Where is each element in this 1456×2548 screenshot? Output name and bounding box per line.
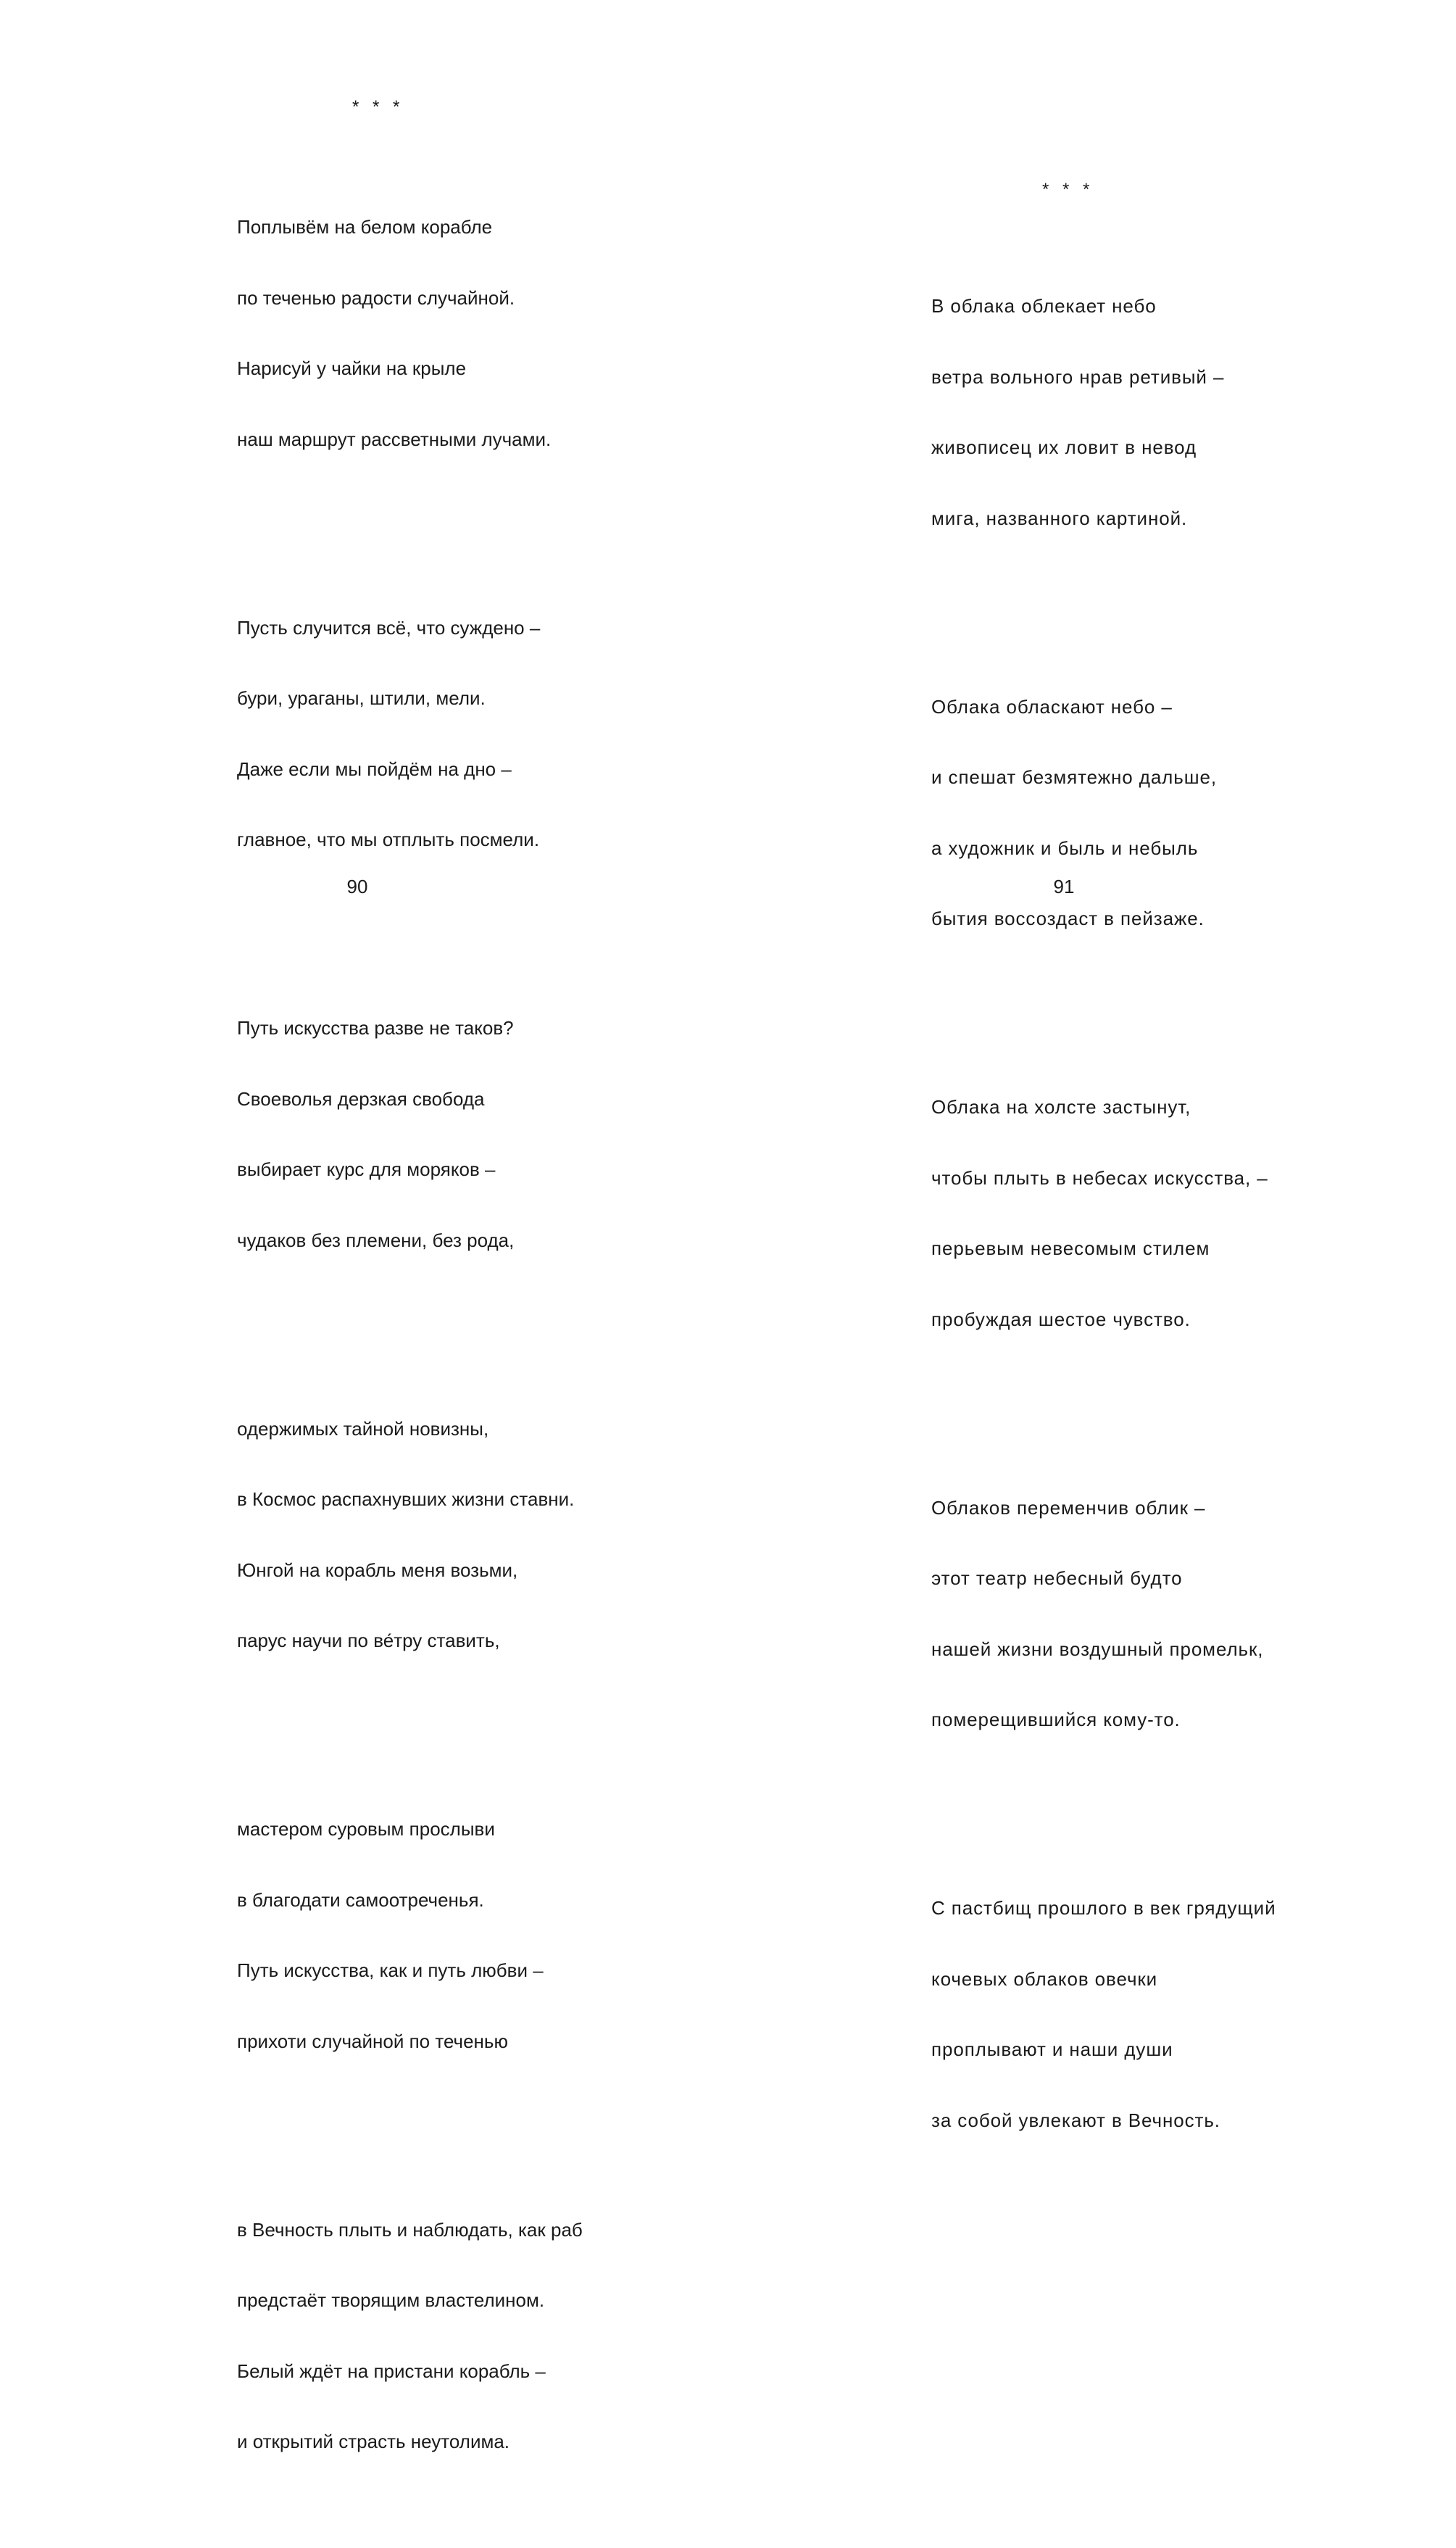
- poem-line: за собой увлекают в Вечность.: [931, 2109, 1220, 2131]
- poem-line: одержимых тайной новизны,: [237, 1417, 489, 1440]
- poem-line: наш маршрут рассветными лучами.: [237, 428, 552, 450]
- stanza: [931, 648, 1276, 978]
- poem-line: бури, ураганы, штили, мели.: [237, 687, 486, 709]
- stanza: [237, 969, 583, 1299]
- poem-line: бытия воссоздаст в пейзаже.: [931, 908, 1205, 929]
- poem-line: нашей жизни воздушный промельк,: [931, 1638, 1264, 1660]
- poem-left: [237, 121, 583, 2548]
- stanza: [237, 1370, 583, 1700]
- poem-line: Облака на холсте застынут,: [931, 1096, 1191, 1118]
- poem-line: главное, что мы отплыть посмели.: [237, 829, 540, 850]
- poem-line: по теченью радости случайной.: [237, 286, 515, 309]
- poem-line: кочевых облаков овечки: [931, 1967, 1158, 1990]
- stanza: [237, 569, 583, 899]
- poem-line: перьевым невесомым стилем: [931, 1237, 1210, 1259]
- poem-right: [931, 200, 1276, 2226]
- poem-line: в благодати самоотреченья.: [237, 1888, 484, 1911]
- stanza: [931, 1048, 1276, 1378]
- poem-line: чтобы плыть в небесах искусства, –: [931, 1166, 1268, 1189]
- stanza: [931, 1849, 1276, 2179]
- poem-line: Путь искусства, как и путь любви –: [237, 1959, 544, 1981]
- left-page: [0, 0, 728, 2452]
- poem-line: Облака обласкают небо –: [931, 695, 1173, 718]
- poem-line: выбирает курс для моряков –: [237, 1158, 496, 1180]
- poem-line: мига, названного картиной.: [931, 507, 1188, 529]
- poem-line: ветра вольного нрав ретивый –: [931, 365, 1225, 388]
- poem-line: померещившийся кому-то.: [931, 1709, 1181, 1730]
- poem-line: живописец их ловит в невод: [931, 436, 1197, 458]
- poem-line: прихоти случайной по теченью: [237, 2030, 508, 2052]
- poem-separator: * * *: [1042, 180, 1094, 199]
- poem-line: в Космос распахнувших жизни ставни.: [237, 1488, 575, 1510]
- poem-separator: * * *: [352, 97, 404, 117]
- poem-line: В облака облекает небо: [931, 295, 1157, 317]
- poem-line: Белый ждёт на пристани корабль –: [237, 2360, 546, 2382]
- poem-line: пробуждая шестое чувство.: [931, 1308, 1191, 1330]
- poem-line: этот театр небесный будто: [931, 1567, 1183, 1589]
- stanza: [237, 2171, 583, 2501]
- poem-line: Путь искусства разве не таков?: [237, 1017, 514, 1039]
- poem-line: парус научи по ве́тру ставить,: [237, 1630, 500, 1651]
- poem-line: Юнгой на корабль меня возьми,: [237, 1559, 518, 1581]
- poem-line: а художник и быль и небыль: [931, 837, 1199, 859]
- page-number: 91: [1053, 876, 1075, 897]
- poem-line: Поплывём на белом корабле: [237, 216, 493, 238]
- poem-line: Своеволья дерзкая свобода: [237, 1087, 485, 1110]
- stanza: [931, 1449, 1276, 1779]
- poem-line: Пусть случится всё, что суждено –: [237, 616, 541, 639]
- poem-line: Облаков переменчив облик –: [931, 1496, 1206, 1519]
- poem-line: чудаков без племени, без рода,: [237, 1229, 515, 1251]
- stanza: [931, 247, 1276, 577]
- poem-line: и спешат безмятежно дальше,: [931, 766, 1217, 788]
- poem-line: в Вечность плыть и наблюдать, как раб: [237, 2218, 583, 2241]
- poem-line: проплывают и наши души: [931, 2038, 1173, 2060]
- right-page: [728, 0, 1456, 2131]
- poem-line: и открытий страсть неутолима.: [237, 2431, 510, 2452]
- poem-line: мастером суровым прослыви: [237, 1818, 495, 1840]
- page-number: 90: [346, 876, 368, 897]
- stanza: [237, 1770, 583, 2100]
- poem-line: Даже если мы пойдём на дно –: [237, 758, 512, 780]
- poem-line: С пастбищ прошлого в век грядущий: [931, 1897, 1276, 1919]
- poem-line: предстаёт творящим властелином.: [237, 2289, 545, 2311]
- stanza: [237, 168, 583, 498]
- poem-line: Нарисуй у чайки на крыле: [237, 357, 467, 379]
